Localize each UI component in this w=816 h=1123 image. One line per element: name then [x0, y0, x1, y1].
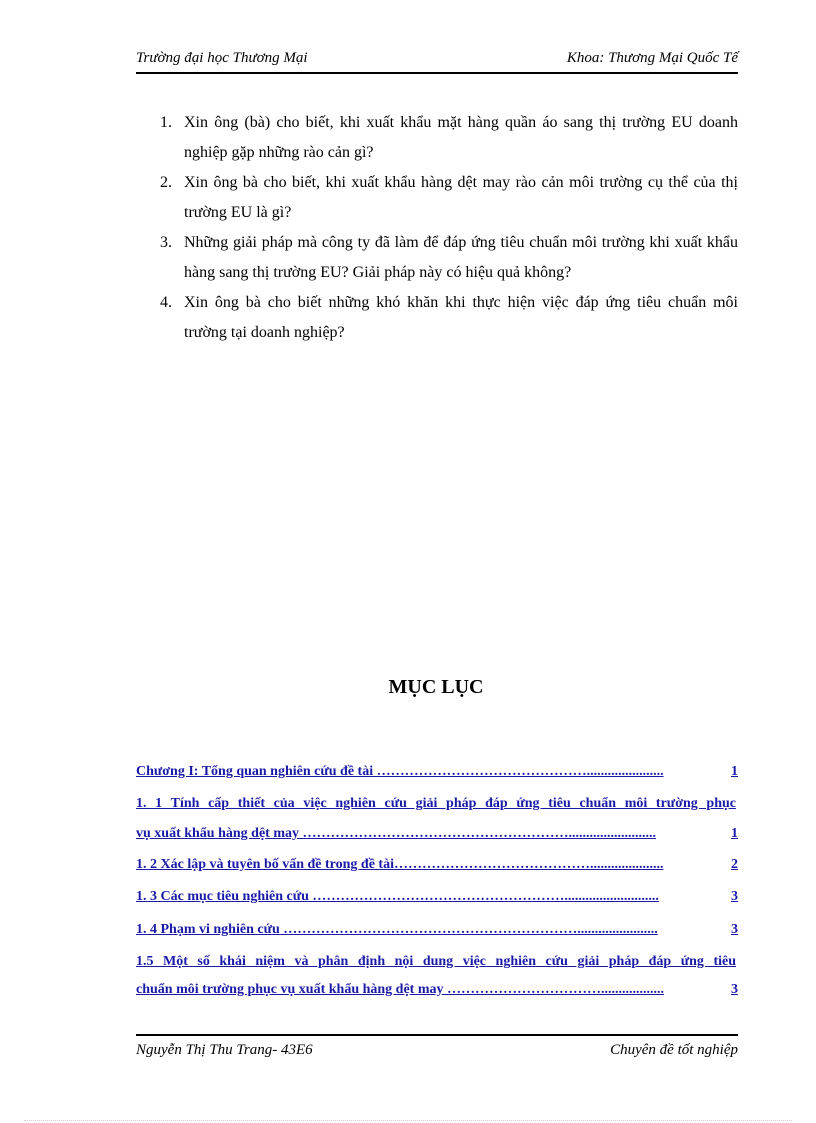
toc-entry-1-1-continued[interactable] [136, 822, 738, 846]
toc-entry-text: 1. 1 Tính cấp thiết của việc nghiên cứu giải pháp đáp ứng tiêu chuẩn môi trường phục [136, 796, 736, 811]
toc-entry-page [736, 792, 738, 816]
footer-author: Nguyễn Thị Thu Trang- 43E6 [136, 1042, 313, 1058]
question-number: 2. [160, 174, 172, 191]
toc-entry-text: 1. 4 Phạm vi nghiên cứu ………………………………………………………....................... [136, 922, 658, 937]
question-number: 4. [160, 294, 172, 311]
toc-entry-text: vụ xuất khẩu hàng dệt may …………………………………………………......................... [136, 826, 656, 841]
toc-entry-1-4[interactable] [136, 918, 738, 942]
survey-question-list [160, 108, 738, 348]
toc-entry-page: 3 [731, 922, 738, 937]
toc-entry-1-1[interactable] [136, 792, 738, 816]
survey-question [160, 168, 738, 228]
toc-entry-page: 3 [731, 982, 738, 997]
page-footer [136, 1034, 738, 1066]
toc-entry-page: 3 [731, 889, 738, 904]
toc-entry-text: 1. 3 Các mục tiêu nghiên cứu ………………………………………………........................... [136, 889, 659, 904]
header-university: Trường đại học Thương Mại [136, 50, 308, 66]
toc-entry-1-5[interactable] [136, 950, 738, 974]
toc-entry-text: 1. 2 Xác lập và tuyên bố vấn đề trong đề tài……………………………………..................... [136, 857, 664, 872]
survey-question [160, 228, 738, 288]
question-text: Những giải pháp mà công ty đã làm để đáp ứng tiêu chuẩn môi trường khi xuất khẩu hàng sang thị trường EU? Giải pháp này có hiệu quả không? [184, 234, 738, 281]
toc-title: MỤC LỤC [388, 676, 484, 698]
question-text: Xin ông (bà) cho biết, khi xuất khẩu mặt hàng quần áo sang thị trường EU doanh nghiệp gặp những rào cản gì? [184, 114, 738, 161]
toc-entry-text: Chương I: Tổng quan nghiên cứu đề tài ………………………………………...................... [136, 764, 664, 779]
toc-entry-page: 1 [731, 764, 738, 779]
survey-question [160, 108, 738, 168]
toc-entry-1-5-continued[interactable] [136, 978, 738, 1002]
toc-entry-text: chuẩn môi trường phục vụ xuất khẩu hàng dệt may …………………………….................. [136, 982, 665, 997]
question-number: 3. [160, 234, 172, 251]
question-number: 1. [160, 114, 172, 131]
toc-entry-chapter-1[interactable] [136, 760, 738, 784]
question-text: Xin ông bà cho biết những khó khăn khi thực hiện việc đáp ứng tiêu chuẩn môi trường tại doanh nghiệp? [184, 294, 738, 341]
toc-entry-1-3[interactable] [136, 885, 738, 909]
footer-document-type: Chuyên đề tốt nghiệp [610, 1042, 738, 1058]
header-faculty: Khoa: Thương Mại Quốc Tế [566, 50, 738, 66]
page-boundary-line [24, 1120, 792, 1121]
toc-entry-text: 1.5 Một số khái niệm và phân định nội dung việc nghiên cứu giải pháp đáp ứng tiêu [136, 954, 736, 969]
question-text: Xin ông bà cho biết, khi xuất khẩu hàng dệt may rào cản môi trường cụ thể của thị trường EU là gì? [184, 174, 738, 221]
toc-entry-page: 1 [731, 826, 738, 841]
toc-entry-1-2[interactable] [136, 853, 738, 877]
page-header [136, 48, 738, 74]
survey-question [160, 288, 738, 348]
toc-entry-page: 2 [731, 857, 738, 872]
toc-entry-page [736, 950, 738, 974]
